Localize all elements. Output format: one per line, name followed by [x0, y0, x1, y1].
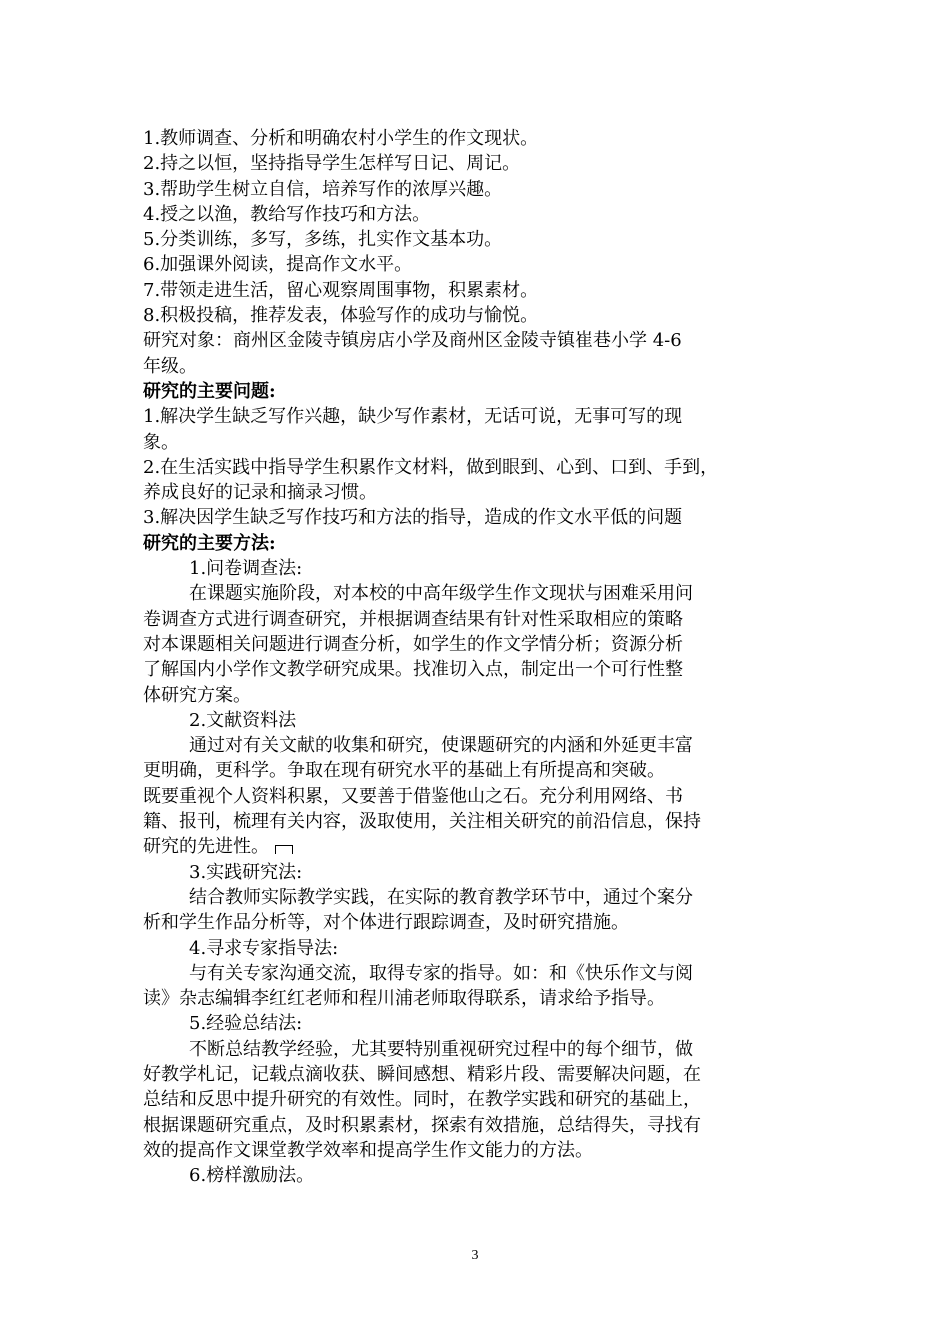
- paragraph-line: 3.解决因学生缺乏写作技巧和方法的指导，造成的作文水平低的问题: [143, 507, 683, 529]
- paragraph-line: 读》杂志编辑李红红老师和程川浦老师取得联系，请求给予指导。: [143, 988, 665, 1010]
- paragraph-line: 1.解决学生缺乏写作兴趣，缺少写作素材，无话可说，无事可写的现: [143, 406, 683, 428]
- paragraph-line: 效的提高作文课堂教学效率和提高学生作文能力的方法。: [143, 1139, 593, 1161]
- paragraph-line: 根据课题研究重点，及时积累素材，探索有效措施，总结得失，寻找有: [143, 1114, 701, 1136]
- paragraph-line: 象。: [143, 431, 179, 453]
- paragraph-line: 通过对有关文献的收集和研究，使课题研究的内涵和外延更丰富: [189, 735, 693, 757]
- list-item: 2.持之以恒，坚持指导学生怎样写日记、周记。: [143, 153, 521, 175]
- research-subject-line: 研究对象：商州区金陵寺镇房店小学及商州区金陵寺镇崔巷小学 4-6: [143, 330, 682, 352]
- list-item: 3.帮助学生树立自信，培养写作的浓厚兴趣。: [143, 178, 503, 200]
- method-heading: 6.榜样激励法。: [189, 1165, 315, 1187]
- section-heading-methods: 研究的主要方法:: [143, 532, 276, 554]
- paragraph-line: 结合教师实际教学实践，在实际的教育教学环节中，通过个案分: [189, 886, 693, 908]
- paragraph-line: 析和学生作品分析等，对个体进行跟踪调查，及时研究措施。: [143, 912, 629, 934]
- paragraph-line: 体研究方案。: [143, 684, 251, 706]
- page-number: 3: [471, 1248, 479, 1263]
- paragraph-line: 不断总结教学经验，尤其要特别重视研究过程中的每个细节，做: [189, 1038, 693, 1060]
- paragraph-line: 籍、报刊，梳理有关内容，汲取使用，关注相关研究的前沿信息，保持: [143, 811, 701, 833]
- paragraph-text: 研究的先进性。: [143, 836, 269, 858]
- list-item: 8.积极投稿，推荐发表，体验写作的成功与愉悦。: [143, 305, 539, 327]
- method-heading: 1.问卷调查法:: [189, 558, 303, 580]
- paragraph-line: 与有关专家沟通交流，取得专家的指导。如：和《快乐作文与阅: [189, 962, 693, 984]
- method-heading: 5.经验总结法:: [189, 1013, 303, 1035]
- paragraph-line: 了解国内小学作文教学研究成果。找准切入点，制定出一个可行性整: [143, 659, 683, 681]
- paragraph-line: 卷调查方式进行调查研究，并根据调查结果有针对性采取相应的策略: [143, 608, 683, 630]
- list-item: 4.授之以渔，教给写作技巧和方法。: [143, 203, 431, 225]
- paragraph-line: 总结和反思中提升研究的有效性。同时，在教学实践和研究的基础上，: [143, 1089, 701, 1111]
- list-item: 6.加强课外阅读，提高作文水平。: [143, 254, 413, 276]
- paragraph-line: 在课题实施阶段，对本校的中高年级学生作文现状与困难采用问: [189, 583, 693, 605]
- paragraph-line: 好教学札记，记载点滴收获、瞬间感想、精彩片段、需要解决问题，在: [143, 1063, 701, 1085]
- paragraph-line: 更明确，更科学。争取在现有研究水平的基础上有所提高和突破。: [143, 760, 665, 782]
- paragraph-line: 养成良好的记录和摘录习惯。: [143, 482, 377, 504]
- method-heading: 4.寻求专家指导法:: [189, 937, 339, 959]
- method-heading: 2.文献资料法: [189, 709, 297, 731]
- paragraph-line: [143, 834, 823, 859]
- section-heading-problems: 研究的主要问题:: [143, 380, 276, 402]
- list-item: 7.带领走进生活，留心观察周围事物，积累素材。: [143, 279, 539, 301]
- page-body: [143, 126, 823, 1188]
- paragraph-line: 既要重视个人资料积累，又要善于借鉴他山之石。充分利用网络、书: [143, 785, 683, 807]
- paragraph-line: 对本课题相关问题进行调查分析，如学生的作文学情分析；资源分析: [143, 633, 683, 655]
- paragraph-line: 2.在生活实践中指导学生积累作文材料，做到眼到、心到、口到、手到，: [143, 456, 719, 478]
- bracket-mark-icon: [275, 845, 293, 854]
- method-heading: 3.实践研究法:: [189, 861, 303, 883]
- research-subject-line: 年级。: [143, 355, 197, 377]
- list-item: 1.教师调查、分析和明确农村小学生的作文现状。: [143, 128, 539, 149]
- list-item: 5.分类训练，多写，多练，扎实作文基本功。: [143, 229, 503, 251]
